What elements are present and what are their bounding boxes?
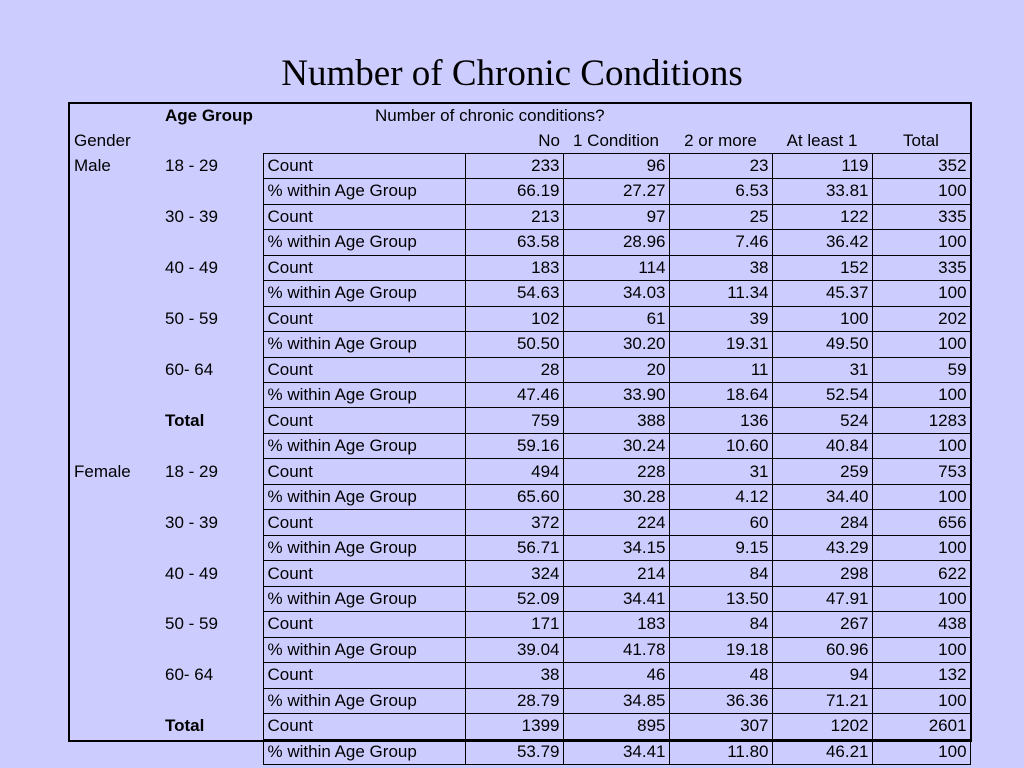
gender-blank-cell [70,204,163,229]
value-cell: 39 [669,306,772,331]
value-cell: 34.03 [563,281,669,306]
gender-header: Gender [74,130,131,150]
column-header-1-condition: 1 Condition [572,130,659,150]
value-cell: 324 [465,561,563,586]
age-group-blank-cell [163,383,263,408]
value-cell: 372 [465,510,563,535]
value-cell: 49.50 [772,332,872,357]
gender-blank-cell [70,688,163,713]
value-cell: 100 [872,535,970,560]
table-row [70,255,970,280]
statistic-label: Count [263,408,465,433]
statistic-label: % within Age Group [263,688,465,713]
value-cell: 65.60 [465,484,563,509]
value-cell: 335 [872,204,970,229]
value-cell: 352 [872,153,970,178]
statistic-label: % within Age Group [263,332,465,357]
gender-blank-cell [70,255,163,280]
value-cell: 46.21 [772,739,872,764]
gender-blank-cell [70,535,163,560]
table-row [70,306,970,331]
table-row [70,739,970,764]
crosstab-frame [68,102,972,761]
value-cell: 122 [772,204,872,229]
statistic-label: Count [263,561,465,586]
value-cell: 47.91 [772,586,872,611]
age-group-blank-cell [163,535,263,560]
value-cell: 100 [872,332,970,357]
age-group-label: 18 - 29 [165,156,218,176]
value-cell: 10.60 [669,433,772,458]
value-cell: 100 [872,739,970,764]
value-cell: 50.50 [465,332,563,357]
age-group-label: 30 - 39 [165,512,218,532]
value-cell: 214 [563,561,669,586]
value-cell: 20 [563,357,669,382]
statistic-label: % within Age Group [263,586,465,611]
age-header-blank [163,128,263,153]
value-cell: 41.78 [563,637,669,662]
column-header-2-or-more: 2 or more [684,130,757,150]
value-cell: 84 [669,561,772,586]
value-cell: 202 [872,306,970,331]
value-cell: 18.64 [669,383,772,408]
value-cell: 100 [872,179,970,204]
value-cell: 132 [872,663,970,688]
value-cell: 388 [563,408,669,433]
value-cell: 656 [872,510,970,535]
value-cell: 152 [772,255,872,280]
header-row-1 [70,104,970,128]
value-cell: 100 [872,230,970,255]
value-cell: 100 [872,433,970,458]
gender-blank-cell [70,484,163,509]
gender-blank-cell [70,281,163,306]
value-cell: 494 [465,459,563,484]
table-row [70,332,970,357]
table-row [70,586,970,611]
value-cell: 28.96 [563,230,669,255]
age-group-blank-cell [163,179,263,204]
value-cell: 11.34 [669,281,772,306]
stat-header-blank [263,128,465,153]
age-group-header: Age Group [165,106,253,126]
table-row [70,459,970,484]
statistic-label: % within Age Group [263,535,465,560]
value-cell: 119 [772,153,872,178]
value-cell: 224 [563,510,669,535]
value-cell: 56.71 [465,535,563,560]
value-cell: 52.09 [465,586,563,611]
value-cell: 36.36 [669,688,772,713]
value-cell: 31 [669,459,772,484]
value-cell: 54.63 [465,281,563,306]
value-cell: 84 [669,612,772,637]
value-cell: 19.18 [669,637,772,662]
statistic-label: % within Age Group [263,433,465,458]
age-group-blank-cell [163,433,263,458]
value-cell: 100 [872,281,970,306]
age-group-blank-cell [163,739,263,764]
value-cell: 298 [772,561,872,586]
value-cell: 60 [669,510,772,535]
age-group-blank-cell [163,586,263,611]
value-cell: 61 [563,306,669,331]
chronic-conditions-table [70,104,971,765]
table-row [70,484,970,509]
gender-blank-cell [70,612,163,637]
age-group-label: 18 - 29 [165,461,218,481]
age-group-blank-cell [163,332,263,357]
statistic-label: Count [263,306,465,331]
gender-blank-cell [70,586,163,611]
value-cell: 524 [772,408,872,433]
value-cell: 6.53 [669,179,772,204]
value-cell: 27.27 [563,179,669,204]
value-cell: 4.12 [669,484,772,509]
age-group-label: 40 - 49 [165,563,218,583]
age-group-label: 30 - 39 [165,206,218,226]
value-cell: 94 [772,663,872,688]
table-row [70,561,970,586]
value-cell: 100 [872,484,970,509]
value-cell: 59 [872,357,970,382]
value-cell: 259 [772,459,872,484]
age-group-blank-cell [163,637,263,662]
value-cell: 1283 [872,408,970,433]
column-header-at-least-1: At least 1 [786,130,858,150]
age-group-label: 60- 64 [165,665,214,685]
statistic-label: Count [263,357,465,382]
value-cell: 284 [772,510,872,535]
statistic-label: Count [263,612,465,637]
statistic-label: % within Age Group [263,281,465,306]
value-cell: 213 [465,204,563,229]
conditions-spanner-header: Number of chronic conditions? [375,106,605,126]
gender-blank-cell [70,383,163,408]
value-cell: 100 [872,637,970,662]
gender-blank-cell [70,230,163,255]
table-row [70,153,970,178]
value-cell: 7.46 [669,230,772,255]
value-cell: 233 [465,153,563,178]
table-row [70,204,970,229]
age-group-label: 50 - 59 [165,614,218,634]
table-row [70,714,970,739]
value-cell: 28 [465,357,563,382]
statistic-label: Count [263,459,465,484]
table-row [70,281,970,306]
value-cell: 46 [563,663,669,688]
age-group-blank-cell [163,484,263,509]
value-cell: 30.28 [563,484,669,509]
value-cell: 34.15 [563,535,669,560]
value-cell: 307 [669,714,772,739]
table-row [70,230,970,255]
statistic-label: % within Age Group [263,484,465,509]
value-cell: 13.50 [669,586,772,611]
value-cell: 895 [563,714,669,739]
value-cell: 71.21 [772,688,872,713]
value-cell: 52.54 [772,383,872,408]
gender-blank-cell [70,714,163,739]
value-cell: 60.96 [772,637,872,662]
gender-blank-cell [70,433,163,458]
value-cell: 183 [563,612,669,637]
value-cell: 100 [772,306,872,331]
age-group-blank-cell [163,688,263,713]
value-cell: 30.20 [563,332,669,357]
gender-blank-cell [70,663,163,688]
age-group-blank-cell [163,230,263,255]
statistic-label: Count [263,153,465,178]
statistic-label: % within Age Group [263,739,465,764]
value-cell: 45.37 [772,281,872,306]
statistic-label: % within Age Group [263,637,465,662]
value-cell: 267 [772,612,872,637]
value-cell: 34.40 [772,484,872,509]
gender-blank-cell [70,408,163,433]
column-header-total: Total [903,130,939,150]
statistic-label: Count [263,510,465,535]
value-cell: 100 [872,586,970,611]
age-group-label: 50 - 59 [165,308,218,328]
value-cell: 11.80 [669,739,772,764]
value-cell: 1399 [465,714,563,739]
statistic-label: % within Age Group [263,179,465,204]
value-cell: 2601 [872,714,970,739]
gender-blank-cell [70,179,163,204]
value-cell: 38 [465,663,563,688]
value-cell: 36.42 [772,230,872,255]
corner-blank-cell [70,104,163,128]
table-row [70,535,970,560]
value-cell: 19.31 [669,332,772,357]
value-cell: 335 [872,255,970,280]
value-cell: 25 [669,204,772,229]
header-row-2 [70,128,970,153]
value-cell: 53.79 [465,739,563,764]
value-cell: 1202 [772,714,872,739]
value-cell: 183 [465,255,563,280]
value-cell: 136 [669,408,772,433]
table-row [70,637,970,662]
statistic-label: Count [263,204,465,229]
table-row [70,663,970,688]
value-cell: 34.41 [563,739,669,764]
value-cell: 438 [872,612,970,637]
gender-blank-cell [70,510,163,535]
age-group-label: 60- 64 [165,359,214,379]
value-cell: 228 [563,459,669,484]
value-cell: 33.90 [563,383,669,408]
age-group-label: Total [165,716,205,736]
table-row [70,433,970,458]
age-group-label: 40 - 49 [165,257,218,277]
age-group-label: Total [165,410,205,430]
value-cell: 759 [465,408,563,433]
statistic-label: % within Age Group [263,383,465,408]
table-row [70,383,970,408]
value-cell: 31 [772,357,872,382]
value-cell: 63.58 [465,230,563,255]
table-row [70,510,970,535]
table-row [70,612,970,637]
table-row [70,688,970,713]
value-cell: 30.24 [563,433,669,458]
value-cell: 100 [872,383,970,408]
value-cell: 102 [465,306,563,331]
value-cell: 622 [872,561,970,586]
column-header-no: No [538,130,560,150]
value-cell: 11 [669,357,772,382]
value-cell: 753 [872,459,970,484]
gender-blank-cell [70,637,163,662]
table-body [70,104,970,765]
value-cell: 39.04 [465,637,563,662]
table-row [70,408,970,433]
value-cell: 33.81 [772,179,872,204]
value-cell: 100 [872,688,970,713]
value-cell: 23 [669,153,772,178]
value-cell: 171 [465,612,563,637]
value-cell: 96 [563,153,669,178]
value-cell: 114 [563,255,669,280]
slide-title: Number of Chronic Conditions [281,53,743,94]
value-cell: 97 [563,204,669,229]
age-group-blank-cell [163,281,263,306]
value-cell: 48 [669,663,772,688]
value-cell: 34.41 [563,586,669,611]
statistic-label: Count [263,663,465,688]
value-cell: 43.29 [772,535,872,560]
gender-label: Female [74,461,131,481]
value-cell: 38 [669,255,772,280]
value-cell: 9.15 [669,535,772,560]
value-cell: 47.46 [465,383,563,408]
gender-blank-cell [70,561,163,586]
value-cell: 66.19 [465,179,563,204]
value-cell: 28.79 [465,688,563,713]
statistic-label: Count [263,255,465,280]
table-row [70,179,970,204]
gender-blank-cell [70,306,163,331]
gender-blank-cell [70,357,163,382]
value-cell: 40.84 [772,433,872,458]
gender-blank-cell [70,739,163,764]
statistic-label: Count [263,714,465,739]
table-row [70,357,970,382]
value-cell: 59.16 [465,433,563,458]
statistic-label: % within Age Group [263,230,465,255]
gender-label: Male [74,156,111,176]
gender-blank-cell [70,332,163,357]
value-cell: 34.85 [563,688,669,713]
